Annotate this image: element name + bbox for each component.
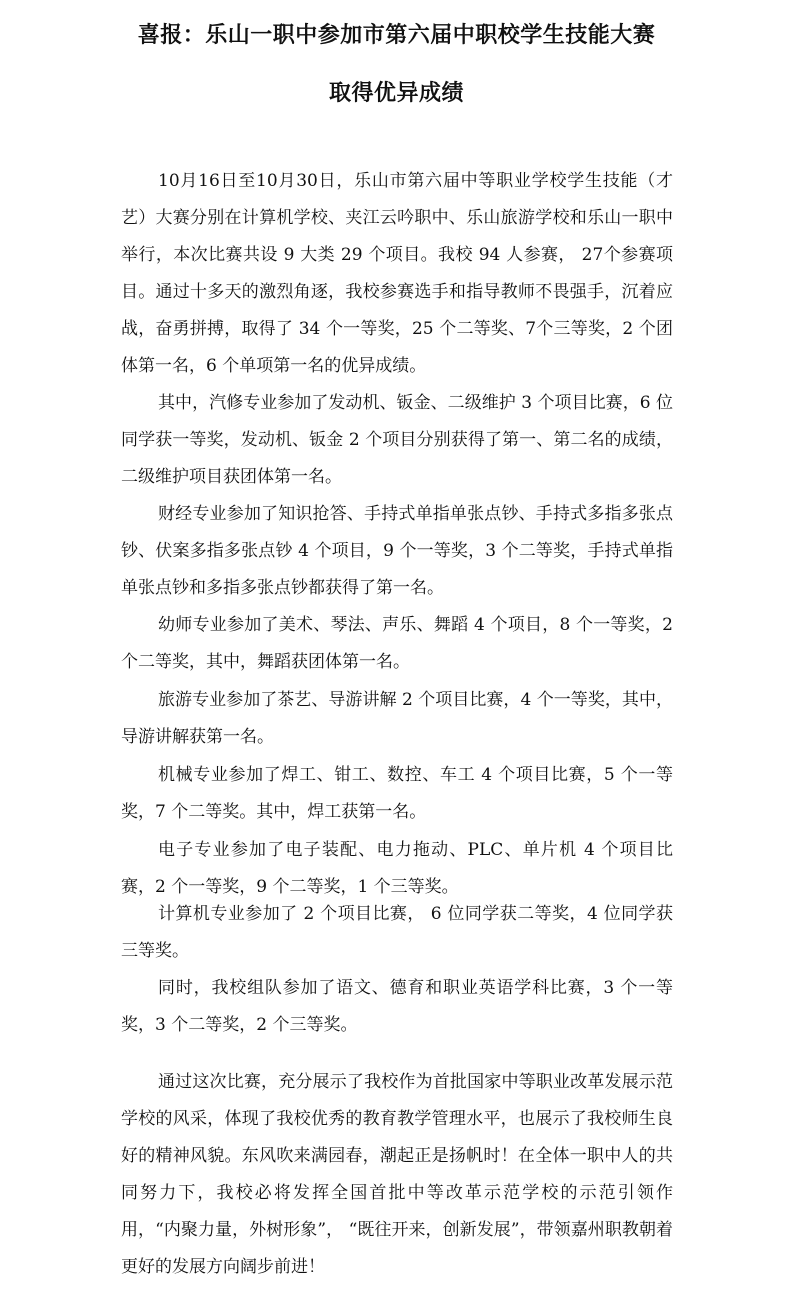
paragraph-conclusion: 通过这次比赛，充分展示了我校作为首批国家中等职业改革发展示范学校的风采，体现了我校优秀的教育教学管理水平，也展示了我校师生良好的精神风貌。东风吹来满园春，潮起正是扬帆时！在全体一职中人的共同努力下，我校必将发挥全国首批中等改革示范学校的示范引领作用，“内聚力量，外树形象”， “既往开来，创新发展”，带领嘉州职教朝着更好的发展方向阔步前进！ [121,1072,673,1277]
paragraph-intro: 10月16日至10月30日，乐山市第六届中等职业学校学生技能（才艺）大赛分别在计算机学校、夹江云吟职中、乐山旅游学校和乐山一职中举行，本次比赛共设 9 大类 29 个项目。我校 94 人参赛， 27个参赛项目。通过十多天的激烈角逐，我校参赛选手和指导教师不畏强手，沉着应战，奋勇拼搏，取得了 34 个一等奖，25 个二等奖、7个三等奖，2 个团体第一名，6 个单项第一名的优异成绩。 [121,171,673,376]
document-title-line-2: 取得优异成绩 [328,81,464,106]
paragraph-tourism: 旅游专业参加了茶艺、导游讲解 2 个项目比赛，4 个一等奖，其中，导游讲解获第一名。 [121,690,673,747]
paragraph-computer: 计算机专业参加了 2 个项目比赛， 6 位同学获二等奖，4 位同学获三等奖。 [121,904,673,961]
paragraph-mechanical: 机械专业参加了焊工、钳工、数控、车工 4 个项目比赛，5 个一等奖，7 个二等奖。其中，焊工获第一名。 [121,765,673,822]
paragraph-finance: 财经专业参加了知识抢答、手持式单指单张点钞、手持式多指多张点钞、伏案多指多张点钞 4 个项目，9 个一等奖，3 个二等奖，手持式单指单张点钞和多指多张点钞都获得了第一名。 [121,504,673,598]
paragraph-subject-contests: 同时，我校组队参加了语文、德育和职业英语学科比赛，3 个一等奖，3 个二等奖，2 个三等奖。 [121,978,673,1035]
document-title-line-1: 喜报：乐山一职中参加市第六届中职校学生技能大赛 [137,23,656,48]
paragraph-electronics: 电子专业参加了电子装配、电力拖动、PLC、单片机 4 个项目比赛，2 个一等奖，9 个二等奖，1 个三等奖。 [121,840,673,897]
paragraph-auto-repair: 其中，汽修专业参加了发动机、钣金、二级维护 3 个项目比赛，6 位同学获一等奖，发动机、钣金 2 个项目分别获得了第一、第二名的成绩，二级维护项目获团体第一名。 [121,393,673,487]
paragraph-preschool: 幼师专业参加了美术、琴法、声乐、舞蹈 4 个项目，8 个一等奖，2 个二等奖，其中，舞蹈获团体第一名。 [121,615,673,672]
